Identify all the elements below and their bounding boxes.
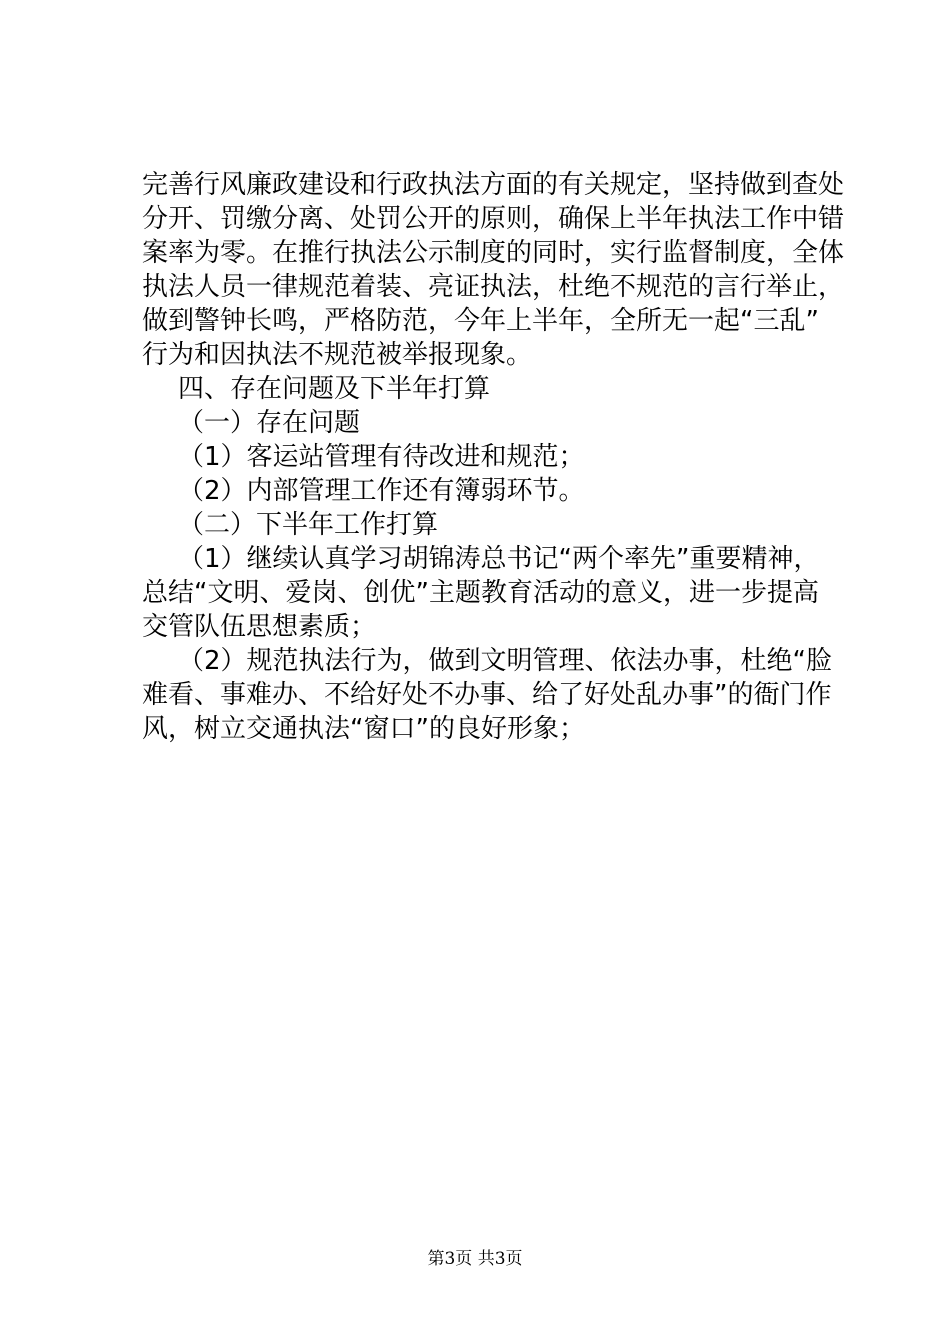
paragraph-line-5: 做到警钟长鸣，严格防范，今年上半年，全所无一起“三乱”: [142, 306, 819, 336]
subsection-heading-problems: （一）存在问题: [178, 408, 361, 438]
plan-item-2-line-1: （2）规范执法行为，做到文明管理、依法办事，杜绝“脸: [178, 646, 833, 676]
plan-item-2-line-2: 难看、事难办、不给好处不办事、给了好处乱办事”的衙门作: [142, 680, 832, 710]
problem-item-1: （1）客运站管理有待改进和规范；: [178, 442, 585, 472]
page-number-footer: 第3页 共3页: [427, 1249, 523, 1269]
paragraph-line-6: 行为和因执法不规范被举报现象。: [142, 340, 533, 370]
paragraph-line-4: 执法人员一律规范着装、亮证执法，杜绝不规范的言行举止，: [142, 272, 845, 302]
paragraph-line-1: 完善行风廉政建设和行政执法方面的有关规定，坚持做到查处: [142, 170, 845, 200]
paragraph-line-2: 分开、罚缴分离、处罚公开的原则，确保上半年执法工作中错: [142, 204, 845, 234]
plan-item-2-line-3: 风，树立交通执法“窗口”的良好形象；: [142, 714, 585, 744]
section-heading: 四、存在问题及下半年打算: [178, 374, 491, 404]
plan-item-1-line-3: 交管队伍思想素质；: [142, 612, 377, 642]
plan-item-1-line-2: 总结“文明、爱岗、创优”主题教育活动的意义，进一步提高: [142, 578, 819, 608]
paragraph-line-3: 案率为零。在推行执法公示制度的同时，实行监督制度，全体: [142, 238, 845, 268]
problem-item-2: （2）内部管理工作还有簿弱环节。: [178, 476, 585, 506]
subsection-heading-plan: （二）下半年工作打算: [178, 510, 439, 540]
plan-item-1-line-1: （1）继续认真学习胡锦涛总书记“两个率先”重要精神，: [178, 544, 820, 574]
